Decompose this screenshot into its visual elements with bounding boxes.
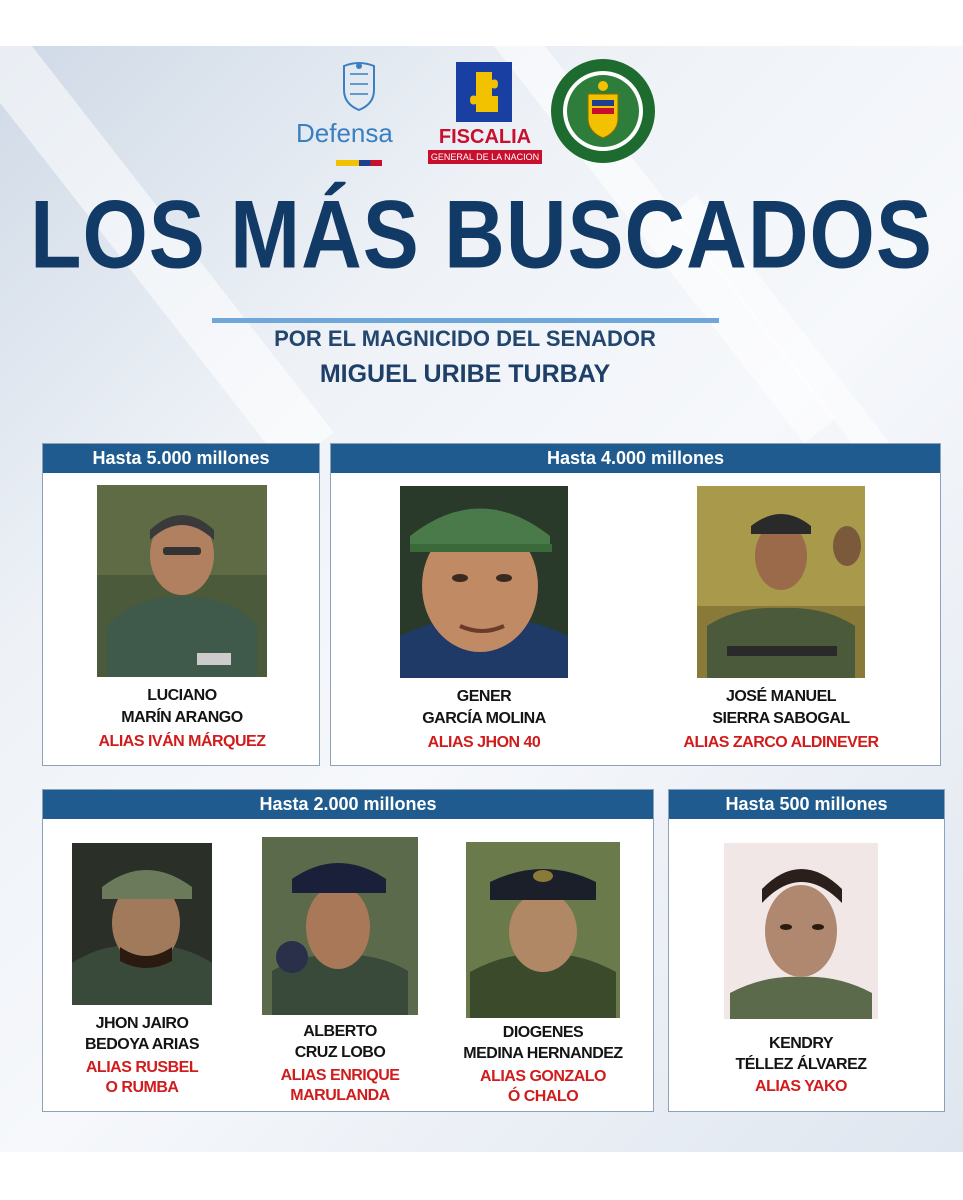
panel-header: Hasta 500 millones xyxy=(669,790,944,819)
person-name-first: DIOGENES xyxy=(502,1024,584,1041)
person-photo xyxy=(72,843,212,1005)
person-alias-alt: O RUMBA xyxy=(105,1079,179,1096)
fiscalia-logo xyxy=(428,62,542,166)
colombia-flag-stripe xyxy=(336,160,382,166)
defensa-logo xyxy=(296,56,426,166)
person-alias: ALIAS IVÁN MÁRQUEZ xyxy=(98,733,266,750)
person-alias: ALIAS YAKO xyxy=(755,1078,847,1095)
defensa-wordmark: Defensa xyxy=(296,118,393,148)
panel-header: Hasta 5.000 millones xyxy=(43,444,319,473)
logo-bar xyxy=(0,52,963,164)
panel-header: Hasta 2.000 millones xyxy=(43,790,653,819)
wanted-person xyxy=(97,485,267,765)
wanted-person xyxy=(683,486,879,766)
person-alias-alt: MARULANDA xyxy=(290,1087,390,1104)
person-photo xyxy=(400,486,568,678)
person-name-first: JHON JAIRO xyxy=(95,1015,189,1032)
fiscalia-emblem xyxy=(456,62,512,122)
bottom-margin xyxy=(0,1152,963,1200)
wanted-person xyxy=(400,486,568,766)
reward-panel-4000 xyxy=(330,443,941,766)
person-alias: ALIAS ENRIQUE xyxy=(280,1067,400,1084)
person-photo xyxy=(697,486,865,678)
wanted-person xyxy=(463,842,623,1113)
reward-panel-5000 xyxy=(42,443,320,766)
wanted-person xyxy=(72,843,212,1113)
person-name-last: SIERRA SABOGAL xyxy=(712,710,850,727)
fiscalia-subtitle: GENERAL DE LA NACION xyxy=(428,150,542,164)
person-alias: ALIAS GONZALO xyxy=(480,1068,606,1085)
person-name-first: KENDRY xyxy=(769,1035,833,1052)
person-name-last: TÉLLEZ ÁLVAREZ xyxy=(735,1056,867,1073)
person-name-first: LUCIANO xyxy=(147,687,217,704)
person-alias-alt: Ó CHALO xyxy=(507,1088,579,1105)
person-name-first: JOSÉ MANUEL xyxy=(725,688,837,705)
person-photo xyxy=(97,485,267,677)
person-name-first: GENER xyxy=(456,688,512,705)
wanted-person xyxy=(724,843,878,1113)
person-photo xyxy=(724,843,878,1019)
subtitle-line-1: POR EL MAGNICIDO DEL SENADOR xyxy=(274,326,656,351)
person-photo xyxy=(466,842,620,1018)
wanted-person xyxy=(262,837,418,1113)
person-name-last: MARÍN ARANGO xyxy=(121,709,243,726)
person-name-first: ALBERTO xyxy=(303,1023,377,1040)
subtitle-line-2: MIGUEL URIBE TURBAY xyxy=(319,360,611,388)
fiscalia-wordmark: FISCALIA xyxy=(438,126,532,148)
person-alias: ALIAS RUSBEL xyxy=(85,1059,199,1076)
person-photo xyxy=(262,837,418,1015)
person-name-last: CRUZ LOBO xyxy=(294,1044,386,1061)
person-name-last: MEDINA HERNANDEZ xyxy=(463,1045,623,1062)
title-rule xyxy=(212,318,719,323)
puzzle-icon xyxy=(456,62,512,122)
colombia-crest-icon xyxy=(336,60,382,112)
person-name-last: GARCÍA MOLINA xyxy=(422,710,546,727)
person-name-last: BEDOYA ARIAS xyxy=(84,1036,200,1053)
person-alias: ALIAS JHON 40 xyxy=(427,734,541,751)
page-title: LOS MÁS BUSCADOS xyxy=(30,179,933,288)
reward-panel-2000 xyxy=(42,789,654,1112)
reward-panel-500 xyxy=(668,789,945,1112)
panel-header: Hasta 4.000 millones xyxy=(331,444,940,473)
policia-emblem-icon xyxy=(548,56,658,166)
wanted-poster xyxy=(0,46,963,1152)
person-alias: ALIAS ZARCO ALDINEVER xyxy=(683,734,879,751)
